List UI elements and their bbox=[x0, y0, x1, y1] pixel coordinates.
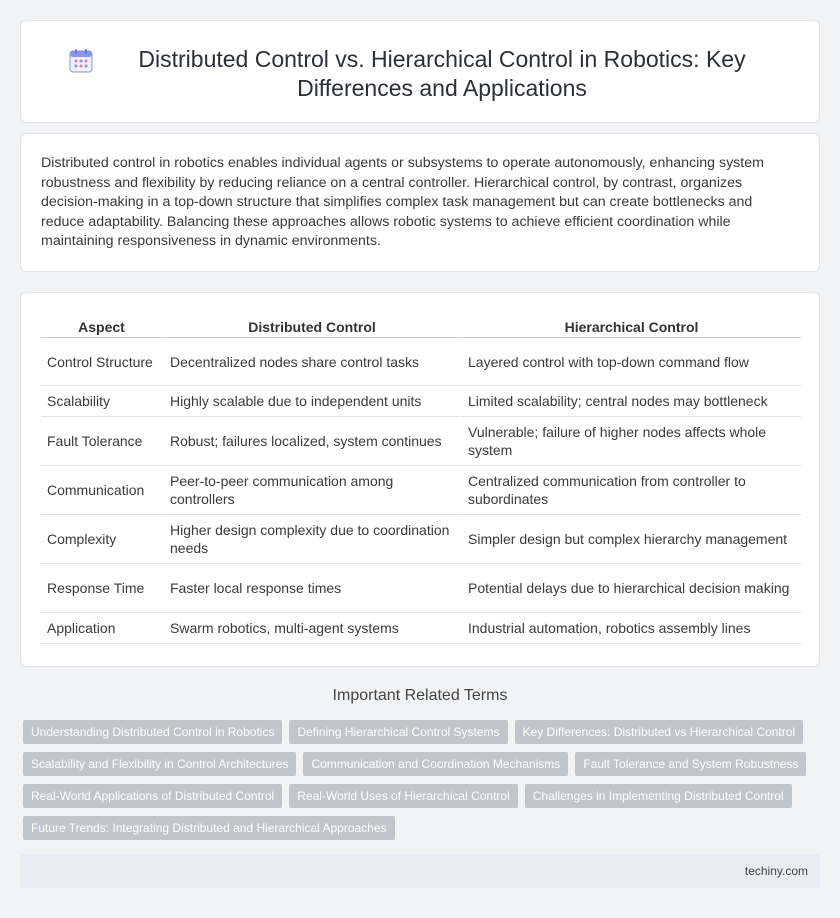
related-term-tag[interactable]: Real-World Uses of Hierarchical Control bbox=[289, 784, 518, 808]
table-header-row bbox=[41, 313, 801, 338]
comparison-card bbox=[20, 292, 820, 667]
cell-aspect: Response Time bbox=[41, 564, 162, 613]
table-row bbox=[41, 417, 801, 466]
table-row bbox=[41, 338, 801, 386]
cell-distributed: Highly scalable due to independent units bbox=[162, 386, 460, 417]
comparison-table bbox=[41, 313, 801, 644]
related-term-tag[interactable]: Real-World Applications of Distributed Control bbox=[23, 784, 282, 808]
header-distributed: Distributed Control bbox=[162, 313, 460, 338]
cell-distributed: Decentralized nodes share control tasks bbox=[162, 338, 460, 386]
cell-distributed: Faster local response times bbox=[162, 564, 460, 613]
calendar-icon bbox=[68, 48, 94, 74]
cell-hierarchical: Layered control with top-down command flow bbox=[460, 338, 801, 386]
related-term-tag[interactable]: Communication and Coordination Mechanisms bbox=[303, 752, 568, 776]
cell-aspect: Communication bbox=[41, 466, 162, 515]
related-terms-list bbox=[20, 720, 820, 848]
cell-aspect: Application bbox=[41, 613, 162, 644]
cell-hierarchical: Industrial automation, robotics assembly lines bbox=[460, 613, 801, 644]
related-term-tag[interactable]: Key Differences: Distributed vs Hierarchical Control bbox=[515, 720, 804, 744]
related-terms-title: Important Related Terms bbox=[332, 687, 508, 704]
title-card bbox=[20, 20, 820, 123]
cell-aspect: Fault Tolerance bbox=[41, 417, 162, 466]
cell-hierarchical: Centralized communication from controller to subordinates bbox=[460, 466, 801, 515]
footer bbox=[20, 854, 820, 888]
related-term-tag[interactable]: Understanding Distributed Control in Robotics bbox=[23, 720, 282, 744]
table-row bbox=[41, 386, 801, 417]
cell-aspect: Control Structure bbox=[41, 338, 162, 386]
related-term-tag[interactable]: Defining Hierarchical Control Systems bbox=[289, 720, 507, 744]
related-term-tag[interactable]: Scalability and Flexibility in Control Architectures bbox=[23, 752, 296, 776]
table-row bbox=[41, 613, 801, 644]
page-title: Distributed Control vs. Hierarchical Control in Robotics: Key Differences and Applications bbox=[138, 46, 746, 101]
cell-distributed: Robust; failures localized, system continues bbox=[162, 417, 460, 466]
related-term-tag[interactable]: Future Trends: Integrating Distributed and Hierarchical Approaches bbox=[23, 816, 395, 840]
cell-aspect: Scalability bbox=[41, 386, 162, 417]
cell-hierarchical: Simpler design but complex hierarchy management bbox=[460, 515, 801, 564]
cell-distributed: Swarm robotics, multi-agent systems bbox=[162, 613, 460, 644]
cell-aspect: Complexity bbox=[41, 515, 162, 564]
intro-paragraph: Distributed control in robotics enables individual agents or subsystems to operate autonomously, enhancing system robustness and flexibility by reducing reliance on a central controller. Hierarchical control, by contrast, organizes decision-making in a top-down structure that simplifies complex task management but can create bottlenecks and reduce adaptability. Balancing these approaches allows robotic systems to achieve efficient coordination while maintaining responsiveness in dynamic environments. bbox=[41, 155, 764, 250]
cell-distributed: Higher design complexity due to coordination needs bbox=[162, 515, 460, 564]
table-row bbox=[41, 466, 801, 515]
cell-distributed: Peer-to-peer communication among controllers bbox=[162, 466, 460, 515]
header-aspect: Aspect bbox=[41, 313, 162, 338]
related-term-tag[interactable]: Challenges in Implementing Distributed Control bbox=[525, 784, 792, 808]
table-row bbox=[41, 515, 801, 564]
footer-site-link[interactable]: techiny.com bbox=[744, 864, 808, 878]
table-row bbox=[41, 564, 801, 613]
related-term-tag[interactable]: Fault Tolerance and System Robustness bbox=[575, 752, 806, 776]
cell-hierarchical: Limited scalability; central nodes may bottleneck bbox=[460, 386, 801, 417]
cell-hierarchical: Vulnerable; failure of higher nodes affects whole system bbox=[460, 417, 801, 466]
header-hierarchical: Hierarchical Control bbox=[460, 313, 801, 338]
cell-hierarchical: Potential delays due to hierarchical decision making bbox=[460, 564, 801, 613]
intro-card bbox=[20, 133, 820, 272]
